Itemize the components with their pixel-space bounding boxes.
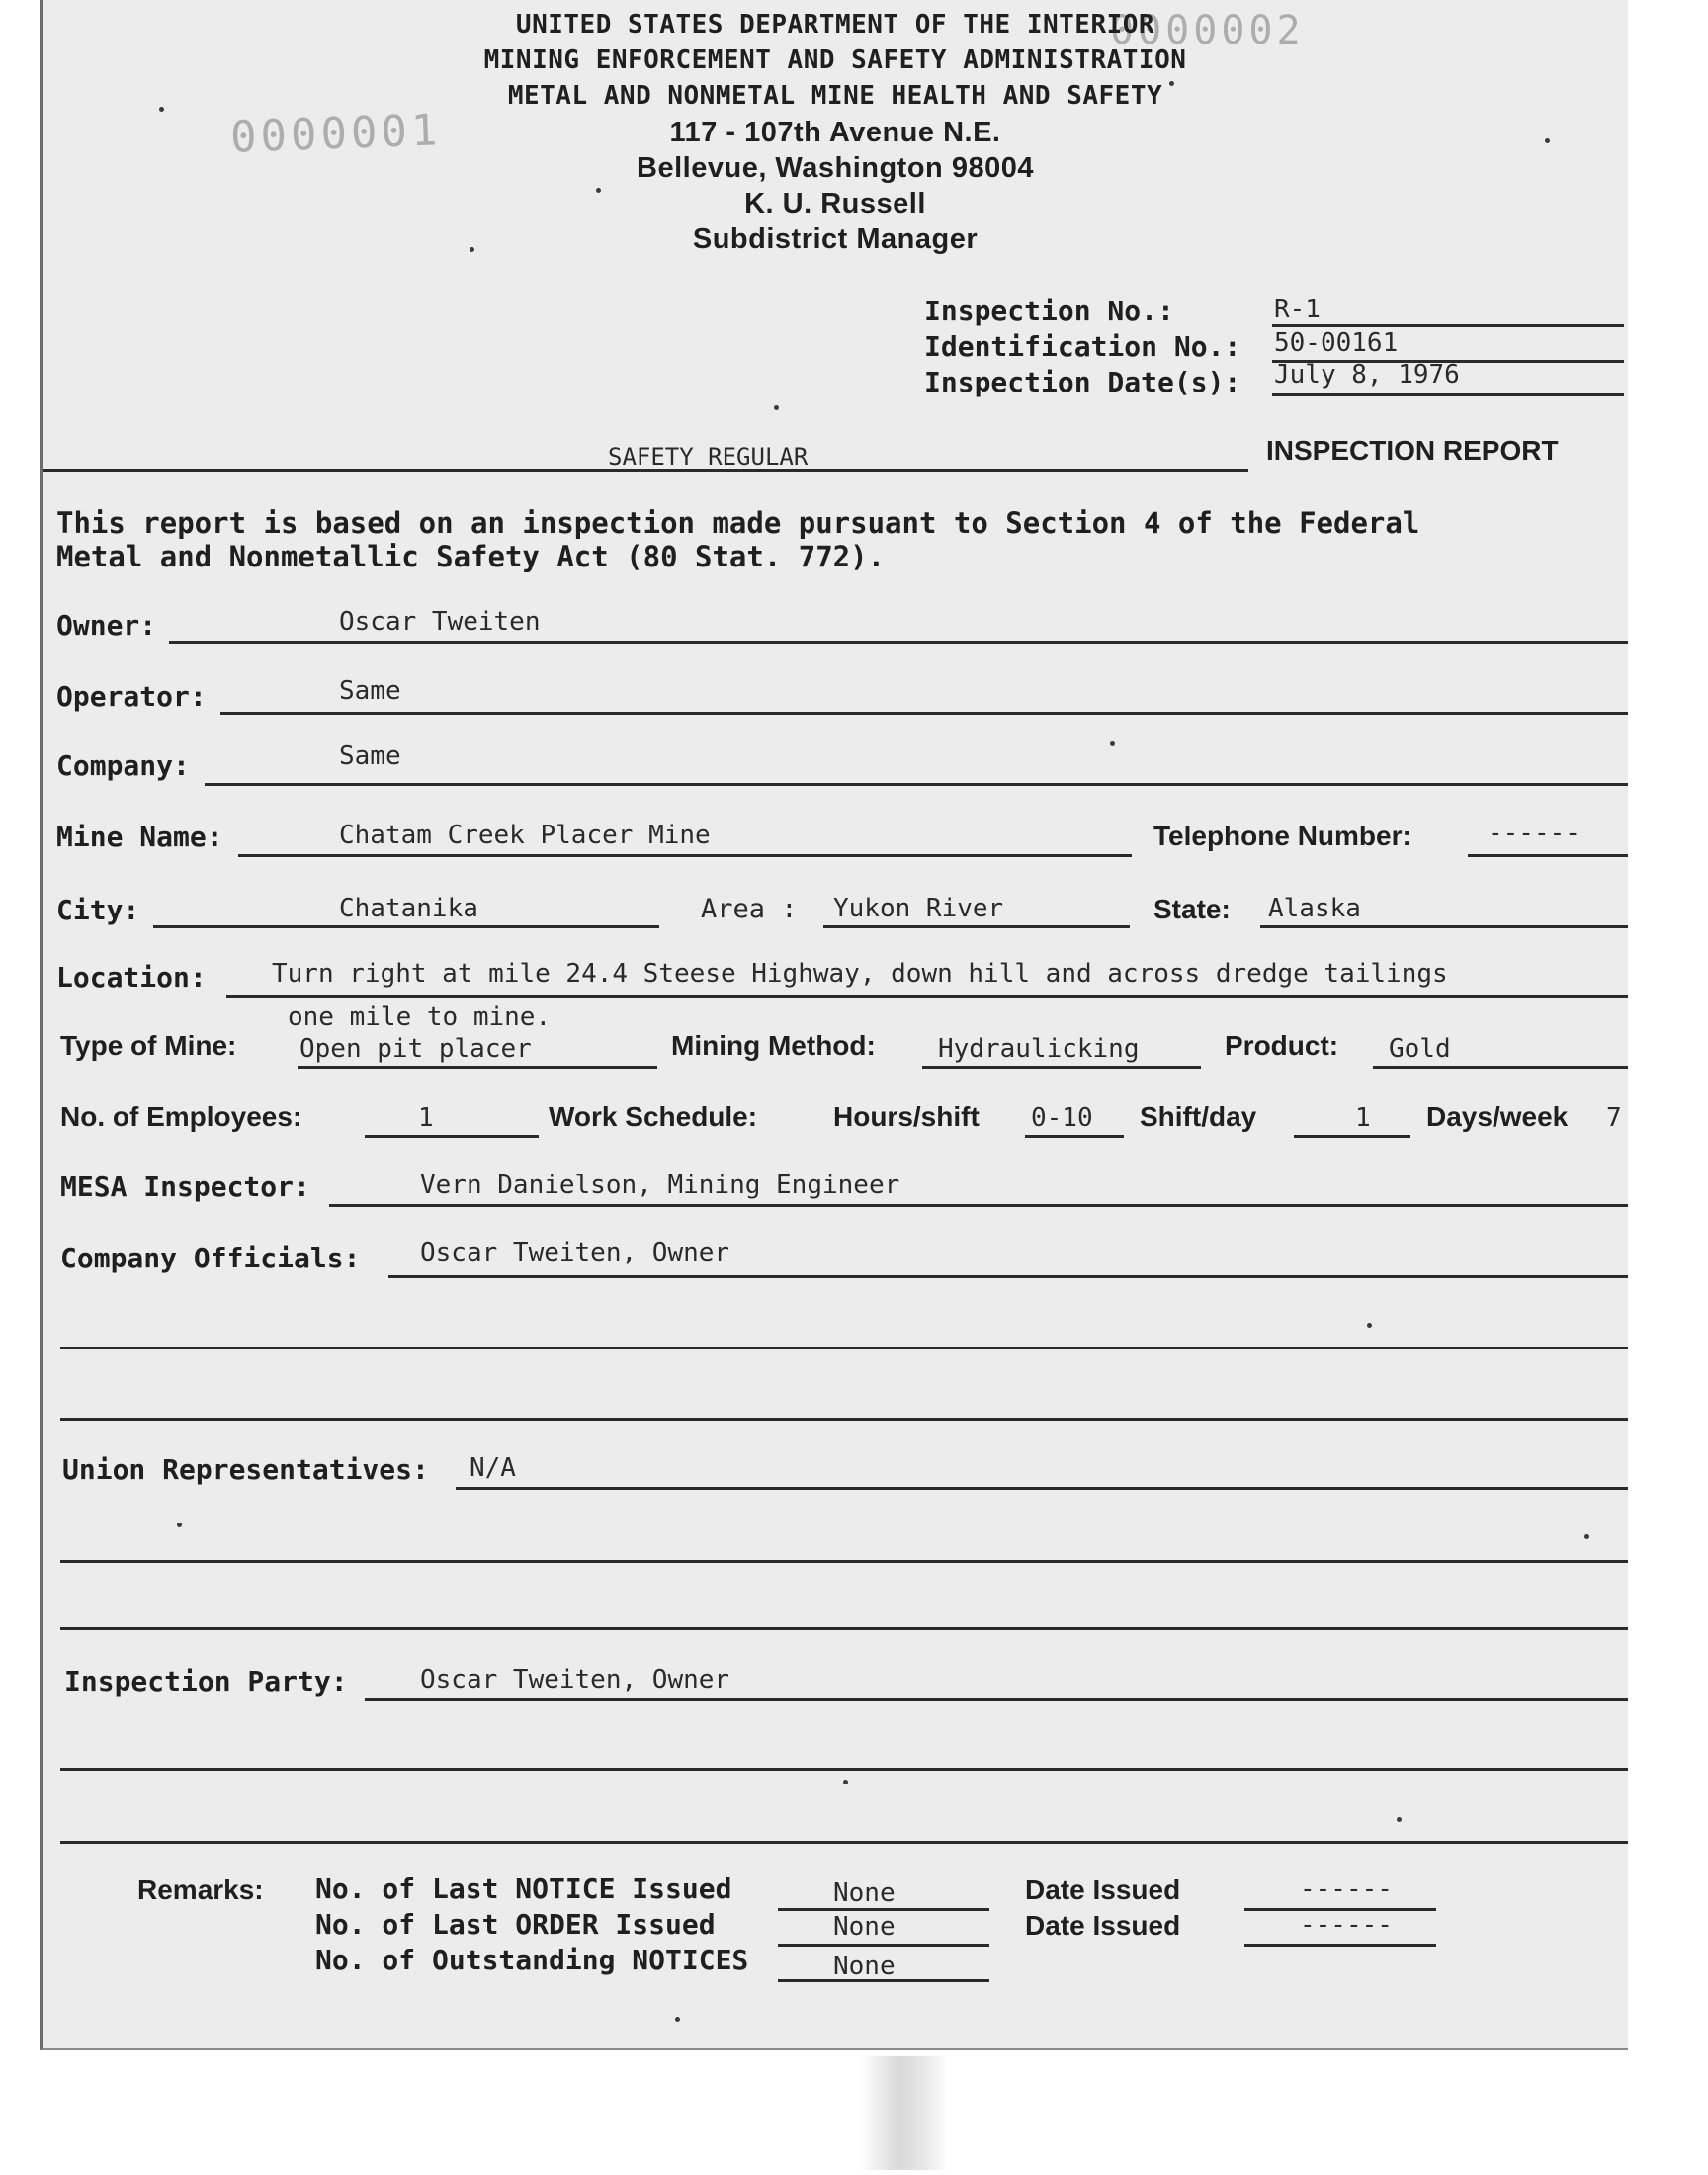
state-label: State: — [1153, 894, 1231, 924]
product-value: Gold — [1389, 1034, 1451, 1064]
document-stamp-right: 0000002 — [1110, 8, 1305, 53]
header-address-city: Bellevue, Washington 98004 — [637, 152, 1034, 184]
area-label: Area : — [701, 894, 798, 924]
mesa-inspector-line — [329, 1204, 1628, 1207]
last-order-label: No. of Last ORDER Issued — [315, 1908, 716, 1941]
union-representatives-value: N/A — [470, 1453, 516, 1483]
inspection-party-line-2 — [60, 1768, 1628, 1771]
inspection-date-line — [1272, 393, 1624, 396]
outstanding-notices-value: None — [833, 1952, 896, 1981]
city-value: Chatanika — [339, 894, 478, 923]
type-of-mine-line — [298, 1066, 657, 1069]
mining-method-label: Mining Method: — [671, 1030, 876, 1061]
union-representatives-label: Union Representatives: — [62, 1453, 429, 1486]
scan-speck — [470, 247, 474, 252]
area-line — [823, 925, 1130, 928]
telephone-label: Telephone Number: — [1153, 821, 1411, 851]
scan-speck — [1367, 1323, 1372, 1328]
company-officials-line — [388, 1275, 1628, 1278]
location-value-line-2: one mile to mine. — [288, 1002, 552, 1032]
intro-text-line-2: Metal and Nonmetallic Safety Act (80 Stat. 772). — [56, 540, 886, 573]
location-line — [226, 995, 1628, 998]
mine-name-value: Chatam Creek Placer Mine — [339, 821, 711, 850]
header-department: UNITED STATES DEPARTMENT OF THE INTERIOR — [515, 10, 1155, 40]
last-notice-label: No. of Last NOTICE Issued — [315, 1872, 732, 1905]
area-value: Yukon River — [833, 894, 1004, 923]
mesa-inspector-label: MESA Inspector: — [60, 1171, 310, 1203]
state-value: Alaska — [1268, 894, 1361, 923]
header-manager-name: K. U. Russell — [744, 188, 926, 219]
mine-name-label: Mine Name: — [56, 821, 223, 853]
telephone-value: ------ — [1488, 819, 1580, 848]
days-per-week-label: Days/week — [1426, 1101, 1569, 1132]
last-notice-line — [778, 1908, 989, 1911]
employees-label: No. of Employees: — [60, 1101, 302, 1132]
state-line — [1260, 925, 1628, 928]
mining-method-value: Hydraulicking — [938, 1034, 1140, 1064]
shift-per-day-value: 1 — [1355, 1103, 1371, 1133]
scan-speck — [177, 1522, 182, 1527]
report-type-label: INSPECTION REPORT — [1266, 435, 1559, 466]
city-line — [153, 925, 659, 928]
company-officials-line-3 — [60, 1418, 1628, 1421]
identification-no-label: Identification No.: — [924, 330, 1241, 363]
identification-no-value: 50-00161 — [1274, 328, 1399, 358]
location-label: Location: — [56, 961, 207, 994]
mesa-inspector-value: Vern Danielson, Mining Engineer — [420, 1171, 900, 1200]
inspection-party-line — [365, 1698, 1628, 1701]
company-officials-value: Oscar Tweiten, Owner — [420, 1238, 730, 1267]
company-officials-line-2 — [60, 1347, 1628, 1349]
last-order-line — [778, 1944, 989, 1947]
inspection-no-line — [1272, 324, 1624, 327]
last-notice-value: None — [833, 1878, 896, 1908]
header-division: METAL AND NONMETAL MINE HEALTH AND SAFETY — [507, 81, 1163, 111]
scanner-artifact — [860, 2056, 949, 2170]
scan-speck — [1584, 1534, 1589, 1539]
type-of-mine-value: Open pit placer — [299, 1034, 532, 1064]
order-date-issued-line — [1244, 1944, 1436, 1947]
notice-date-issued-label: Date Issued — [1025, 1874, 1181, 1905]
employees-value: 1 — [418, 1103, 434, 1133]
owner-value: Oscar Tweiten — [339, 607, 541, 637]
city-label: City: — [56, 894, 140, 926]
inspection-date-value: July 8, 1976 — [1274, 360, 1460, 390]
inspection-date-label: Inspection Date(s): — [924, 366, 1241, 398]
employees-line — [365, 1135, 539, 1138]
product-line — [1373, 1066, 1628, 1069]
inspection-party-value: Oscar Tweiten, Owner — [420, 1665, 730, 1695]
operator-label: Operator: — [56, 680, 207, 713]
company-value: Same — [339, 741, 401, 771]
inspection-party-line-3 — [60, 1841, 1628, 1844]
inspection-no-value: R-1 — [1274, 295, 1321, 324]
days-per-week-value: 7 — [1606, 1103, 1622, 1133]
outstanding-notices-label: No. of Outstanding NOTICES — [315, 1944, 749, 1976]
company-officials-label: Company Officials: — [60, 1242, 361, 1274]
notice-date-issued-value: ------ — [1300, 1874, 1393, 1904]
scan-speck — [843, 1780, 848, 1784]
operator-line — [220, 712, 1628, 715]
location-value-line-1: Turn right at mile 24.4 Steese Highway, down hill and across dredge tailings — [272, 959, 1448, 989]
scan-speck — [1110, 741, 1115, 746]
intro-text-line-1: This report is based on an inspection made pursuant to Section 4 of the Federal — [56, 506, 1420, 540]
scan-speck — [596, 188, 601, 193]
hours-per-shift-label: Hours/shift — [833, 1101, 980, 1132]
shift-per-day-line — [1294, 1135, 1410, 1138]
hours-per-shift-value: 0-10 — [1031, 1103, 1093, 1133]
header-address-street: 117 - 107th Avenue N.E. — [669, 117, 1001, 148]
product-label: Product: — [1225, 1030, 1339, 1061]
header-manager-title: Subdistrict Manager — [692, 223, 979, 255]
scan-speck — [774, 405, 779, 410]
shift-per-day-label: Shift/day — [1140, 1101, 1257, 1132]
inspection-report-page — [40, 0, 1628, 2050]
union-representatives-line-2 — [60, 1560, 1628, 1563]
report-type-value: SAFETY REGULAR — [608, 443, 809, 471]
scan-speck — [1169, 81, 1174, 86]
document-stamp-left: 0000001 — [229, 105, 443, 163]
telephone-line — [1468, 854, 1628, 857]
work-schedule-label: Work Schedule: — [549, 1101, 758, 1132]
scan-speck — [1397, 1817, 1402, 1822]
scan-speck — [159, 107, 164, 112]
company-label: Company: — [56, 749, 190, 782]
mine-name-line — [238, 854, 1132, 857]
type-of-mine-label: Type of Mine: — [60, 1030, 237, 1061]
last-order-value: None — [833, 1912, 896, 1942]
union-representatives-line — [456, 1487, 1628, 1490]
union-representatives-line-3 — [60, 1627, 1628, 1630]
scan-speck — [1545, 138, 1550, 143]
operator-value: Same — [339, 676, 401, 706]
company-line — [205, 783, 1628, 786]
owner-label: Owner: — [56, 609, 157, 642]
inspection-party-label: Inspection Party: — [64, 1665, 348, 1697]
remarks-label: Remarks: — [137, 1874, 264, 1905]
scan-speck — [675, 2017, 680, 2022]
header-administration: MINING ENFORCEMENT AND SAFETY ADMINISTRATION — [483, 45, 1187, 75]
outstanding-notices-line — [778, 1979, 989, 1982]
inspection-no-label: Inspection No.: — [924, 295, 1174, 327]
order-date-issued-label: Date Issued — [1025, 1910, 1181, 1941]
order-date-issued-value: ------ — [1300, 1910, 1393, 1940]
hours-per-shift-line — [1025, 1135, 1124, 1138]
owner-line — [169, 641, 1628, 644]
mining-method-line — [922, 1066, 1201, 1069]
